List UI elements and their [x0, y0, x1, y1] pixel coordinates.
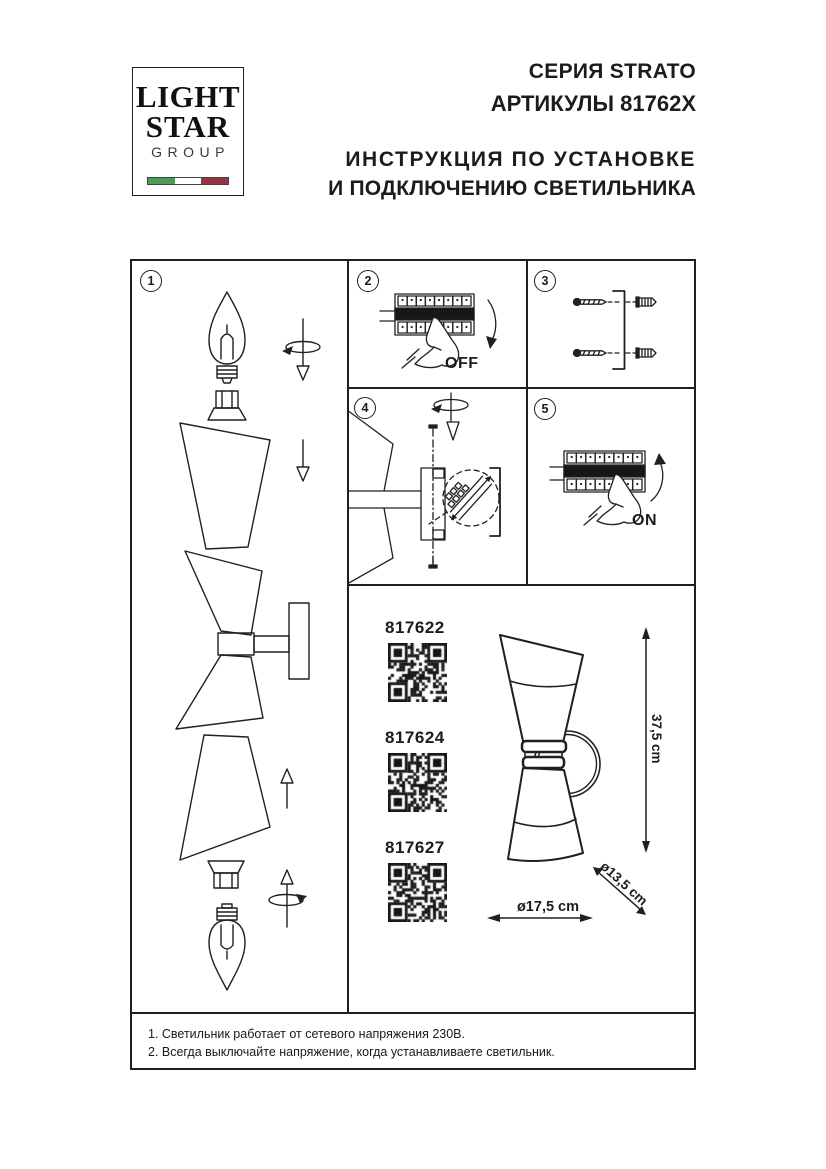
flag-green — [148, 178, 175, 184]
step-5-number: 5 — [541, 402, 549, 416]
rotate-up-arrow-icon — [269, 870, 307, 927]
breaker-off-diagram — [347, 259, 526, 388]
up-arrow-icon — [281, 769, 293, 808]
rotate-down-arrow-icon — [282, 319, 320, 380]
wall-anchor-icon — [636, 348, 656, 358]
circuit-breaker-icon — [564, 451, 645, 492]
articles-title: АРТИКУЛЫ 81762X — [490, 91, 696, 116]
qr-code — [388, 643, 447, 702]
small-diameter-label: ø13,5 cm — [597, 858, 651, 909]
arrow-curved-down-icon — [486, 300, 497, 349]
upper-shade — [180, 423, 270, 549]
logo-word-light: LIGHT — [135, 79, 241, 114]
width-dimension-arrow — [487, 914, 593, 922]
header — [328, 60, 696, 201]
screw-icon — [574, 350, 636, 357]
detail-balloon — [429, 462, 500, 536]
breaker-on-diagram — [526, 388, 696, 585]
mount-wiring-diagram — [347, 388, 526, 585]
on-label: ON — [632, 512, 657, 529]
step-3-number: 3 — [541, 274, 549, 288]
flag-white — [175, 178, 202, 184]
italian-flag-icon — [147, 177, 229, 185]
bulb-flipped-icon — [209, 904, 245, 990]
wires — [380, 311, 395, 321]
note-2: 2. Всегда выключайте напряжение, когда устанавливаете светильник. — [148, 1044, 555, 1059]
off-label: OFF — [445, 355, 479, 372]
series-title: СЕРИЯ STRATO — [528, 60, 696, 83]
large-diameter-label: ø17,5 cm — [516, 899, 580, 915]
bulb-icon — [209, 292, 245, 383]
flag-red — [201, 178, 228, 184]
table-border-bottom — [130, 1068, 696, 1070]
mounting-bracket — [613, 291, 625, 369]
exploded-assembly-diagram — [130, 259, 347, 1013]
sconce-body — [500, 635, 583, 861]
step-2-number: 2 — [364, 274, 372, 288]
logo-word-group: GROUP — [151, 144, 230, 160]
logo-word-star: STAR — [145, 109, 231, 144]
instruction-title-line1: ИНСТРУКЦИЯ ПО УСТАНОВКЕ — [345, 148, 696, 171]
arrow-curved-up-icon — [651, 453, 666, 501]
instruction-title-line2: И ПОДКЛЮЧЕНИЮ СВЕТИЛЬНИКА — [328, 177, 696, 200]
socket-icon — [208, 391, 246, 420]
article-number: 817622 — [385, 618, 445, 637]
height-value: 37,5 cm — [649, 714, 664, 764]
step-1-number: 1 — [147, 274, 155, 288]
screw-axis — [429, 425, 437, 568]
qr-code — [388, 753, 447, 812]
lightstar-logo — [132, 67, 244, 196]
down-arrow-icon — [297, 440, 309, 481]
rotate-down-arrow-icon — [431, 393, 468, 440]
article-number: 817627 — [385, 838, 445, 857]
footer-notes — [148, 1026, 555, 1061]
screws-anchors-diagram — [526, 259, 696, 388]
qr-code — [388, 863, 447, 922]
wall-fixture — [176, 551, 309, 729]
article-number: 817624 — [385, 728, 445, 747]
screw-icon — [574, 299, 636, 306]
lower-shade — [180, 735, 270, 860]
wires — [550, 467, 564, 480]
socket-flipped-icon — [208, 861, 244, 888]
note-1: 1. Светильник работает от сетевого напряжения 230В. — [148, 1027, 465, 1041]
wall-anchor-icon — [636, 297, 656, 307]
fixture-side-view — [347, 410, 445, 584]
step-4-number: 4 — [361, 401, 369, 415]
